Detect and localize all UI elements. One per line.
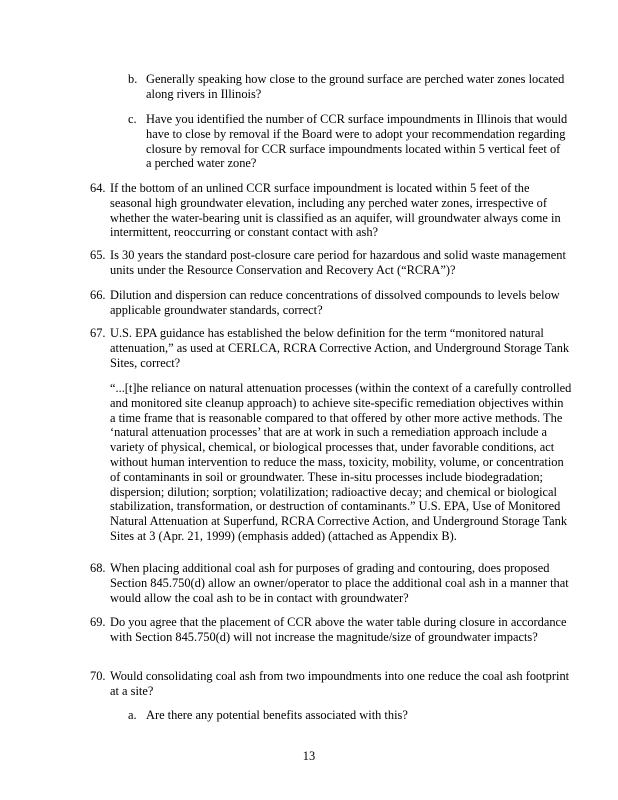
question-66 <box>90 288 570 318</box>
question-65 <box>90 248 570 278</box>
question-64 <box>90 181 570 240</box>
question-70 <box>90 669 570 699</box>
question-text: Would consolidating coal ash from two impoundments into one reduce the coal ash footprint at a site? <box>110 669 570 698</box>
question-63b <box>128 72 568 102</box>
item-marker: b. <box>128 72 138 86</box>
item-text: Have you identified the number of CCR surface impoundments in Illinois that would have to close by removal if the Board were to adopt your recommendation regarding closure by removal for CCR surface impoundments located within 5 vertical feet of a perched water zone? <box>146 112 568 171</box>
question-text: When placing additional coal ash for purposes of grading and contouring, does proposed Section 845.750(d) allow an owner/operator to place the additional coal ash in a manner that would allow the coal ash to be in contact with groundwater? <box>110 561 569 605</box>
item-marker: a. <box>128 708 137 722</box>
question-text: If the bottom of an unlined CCR surface impoundment is located within 5 feet of the seasonal high groundwater elevation, including any perched water zones, irrespective of whether the water-bearing unit is classified as an aquifer, will groundwater always come in intermittent, reoccurring or constant contact with ash? <box>110 181 561 240</box>
question-number: 65. <box>90 248 106 262</box>
question-67 <box>90 326 570 370</box>
item-text: Are there any potential benefits associated with this? <box>146 708 408 722</box>
question-68 <box>90 561 570 605</box>
question-number: 68. <box>90 561 106 575</box>
question-text: Dilution and dispersion can reduce concentrations of dissolved compounds to levels below applicable groundwater standards, correct? <box>110 288 560 317</box>
question-number: 69. <box>90 615 106 629</box>
question-69 <box>90 615 570 645</box>
block-quote: “...[t]he reliance on natural attenuation processes (within the context of a carefully controlled and monitored site cleanup approach) to achieve site-specific remediation objectives within a time frame that is reasonable compared to that offered by other more active methods. The ‘natural attenuation processes’ that are at work in such a remediation approach include a variety of physical, chemical, or biological processes that, under favorable conditions, act without human intervention to reduce the mass, toxicity, mobility, volume, or concentration of contaminants in soil or groundwater. These in-situ processes include biodegradation; dispersion; dilution; sorption; volatilization; radioactive decay; and chemical or biological stabilization, transformation, or destruction of contaminants.” U.S. EPA, Use of Monitored Natural Attenuation at Superfund, RCRA Corrective Action, and Underground Storage Tank Sites at 3 (Apr. 21, 1999) (emphasis added) (attached as Appendix B). <box>110 381 572 543</box>
question-number: 64. <box>90 181 106 195</box>
question-number: 66. <box>90 288 106 302</box>
question-number: 70. <box>90 669 106 683</box>
question-70a <box>128 708 568 723</box>
question-text: Do you agree that the placement of CCR above the water table during closure in accordance with Section 845.750(d) will not increase the magnitude/size of groundwater impacts? <box>110 615 567 644</box>
page-number: 13 <box>302 749 316 763</box>
question-number: 67. <box>90 326 106 340</box>
item-marker: c. <box>128 112 137 126</box>
question-text: Is 30 years the standard post-closure care period for hazardous and solid waste management units under the Resource Conservation and Recovery Act (“RCRA”)? <box>110 248 566 277</box>
item-text: Generally speaking how close to the ground surface are perched water zones located along rivers in Illinois? <box>146 72 565 101</box>
question-63c <box>128 112 568 171</box>
question-text: U.S. EPA guidance has established the below definition for the term “monitored natural attenuation,” as used at CERLCA, RCRA Corrective Action, and Underground Storage Tank Sites, correct? <box>110 326 570 370</box>
